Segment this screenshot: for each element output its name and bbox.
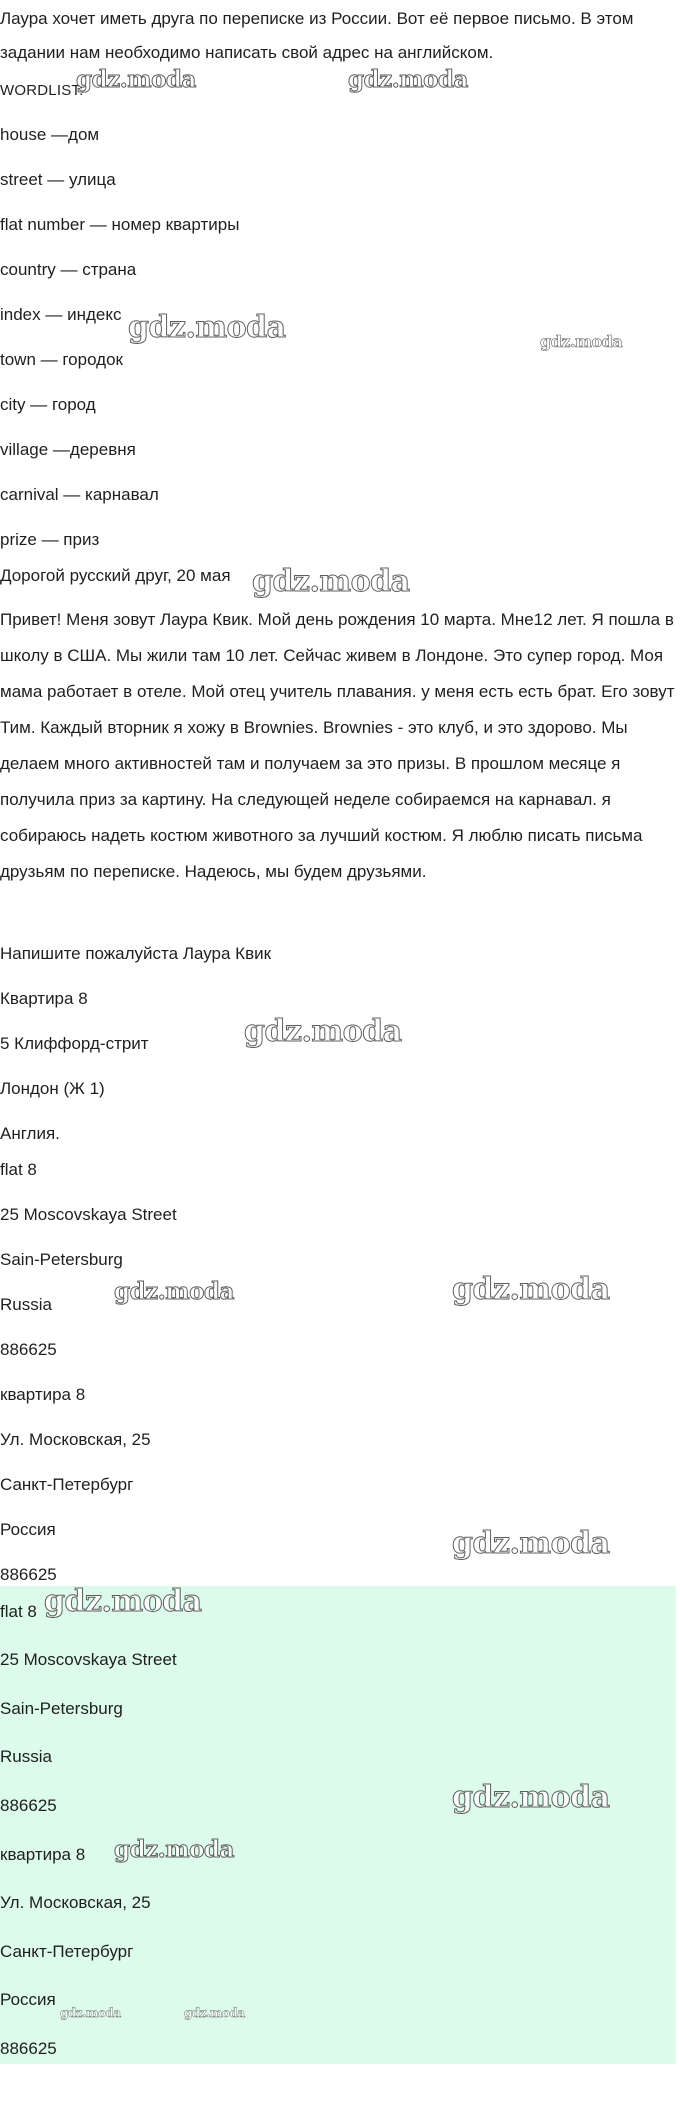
letter-address-line: Англия. [0, 1124, 60, 1143]
answer-en-line: flat 8 [0, 1160, 37, 1179]
wordlist-item: index — индекс [0, 305, 122, 324]
watermark: gdz.moda [452, 1526, 610, 1561]
wordlist-item: town — городок [0, 350, 123, 369]
wordlist-item: street — улица [0, 170, 116, 189]
letter-body: Привет! Меня зовут Лаура Квик. Мой день рождения 10 марта. Мне12 лет. Я пошла в школу в США. Мы жили там 10 лет. Сейчас живем в Лондоне. Это супер город. Моя мама работает в отеле. Мой отец учитель плавания. у меня есть есть брат. Его зовут Тим. Каждый вторник я хожу в Brownies. Brownies - это клуб, и это здорово. Мы делаем много активностей там и получаем за это призы. В прошлом месяце я получила приз за картину. На следующей неделе собираемся на карнавал. я собираюсь надеть костюм животного за лучший костюм. Я люблю писать письма друзьям по переписке. Надеюсь, мы будем друзьями. [0, 610, 675, 881]
letter-sign-off: Напишите пожалуйста Лаура Квик [0, 944, 272, 963]
wordlist-item: flat number — номер квартиры [0, 215, 240, 234]
wordlist-item: house —дом [0, 125, 100, 144]
answer-en-line: Sain-Petersburg [0, 1250, 123, 1269]
highlight-ru-line: Россия [0, 1990, 56, 2009]
letter-address-line: 5 Клиффорд-стрит [0, 1034, 149, 1053]
watermark: gdz.moda [114, 1278, 234, 1305]
intro-text: Лаура хочет иметь друга по переписке из России. Вот её первое письмо. В этом задании нам необходимо написать свой адрес на английском. [0, 9, 634, 62]
watermark: gdz.moda [452, 1780, 610, 1815]
highlight-en-line: flat 8 [0, 1602, 37, 1621]
answer-ru-line: Россия [0, 1520, 56, 1539]
watermark: gdz.moda [348, 66, 468, 93]
highlight-ru-line: Санкт-Петербург [0, 1942, 134, 1961]
answer-ru-line: Ул. Московская, 25 [0, 1430, 151, 1449]
letter-address-line: Квартира 8 [0, 989, 88, 1008]
answer-en-line: 25 Moscovskaya Street [0, 1205, 177, 1224]
watermark: gdz.moda [244, 1014, 402, 1049]
answer-en-line: Russia [0, 1295, 52, 1314]
letter-greeting: Дорогой русский друг, 20 мая [0, 566, 231, 585]
watermark: gdz.moda [60, 2006, 121, 2020]
answer-ru-line: Санкт-Петербург [0, 1475, 134, 1494]
wordlist-item: city — город [0, 395, 96, 414]
watermark: gdz.moda [114, 1836, 234, 1863]
highlight-en-line: Russia [0, 1747, 52, 1766]
highlight-en-line: 25 Moscovskaya Street [0, 1650, 177, 1669]
answer-ru-line: 886625 [0, 1565, 57, 1584]
highlight-en-line: Sain-Petersburg [0, 1699, 123, 1718]
wordlist-item: village —деревня [0, 440, 136, 459]
watermark: gdz.moda [76, 66, 196, 93]
highlight-ru-line: квартира 8 [0, 1845, 86, 1864]
watermark: gdz.moda [184, 2006, 245, 2020]
wordlist-item: prize — приз [0, 530, 100, 549]
answer-ru-line: квартира 8 [0, 1385, 86, 1404]
wordlist-item: country — страна [0, 260, 137, 279]
letter-address-line: Лондон (Ж 1) [0, 1079, 105, 1098]
watermark: gdz.moda [452, 1272, 610, 1307]
highlight-ru-line: Ул. Московская, 25 [0, 1893, 151, 1912]
answer-en-line: 886625 [0, 1340, 57, 1359]
wordlist-label: WORDLIST: [0, 82, 84, 99]
watermark: gdz.moda [252, 564, 410, 599]
highlight-en-line: 886625 [0, 1796, 57, 1815]
highlight-ru-line: 886625 [0, 2039, 57, 2058]
wordlist-item: carnival — карнавал [0, 485, 159, 504]
watermark: gdz.moda [44, 1584, 202, 1619]
watermark: gdz.moda [128, 310, 286, 345]
watermark: gdz.moda [540, 332, 623, 351]
